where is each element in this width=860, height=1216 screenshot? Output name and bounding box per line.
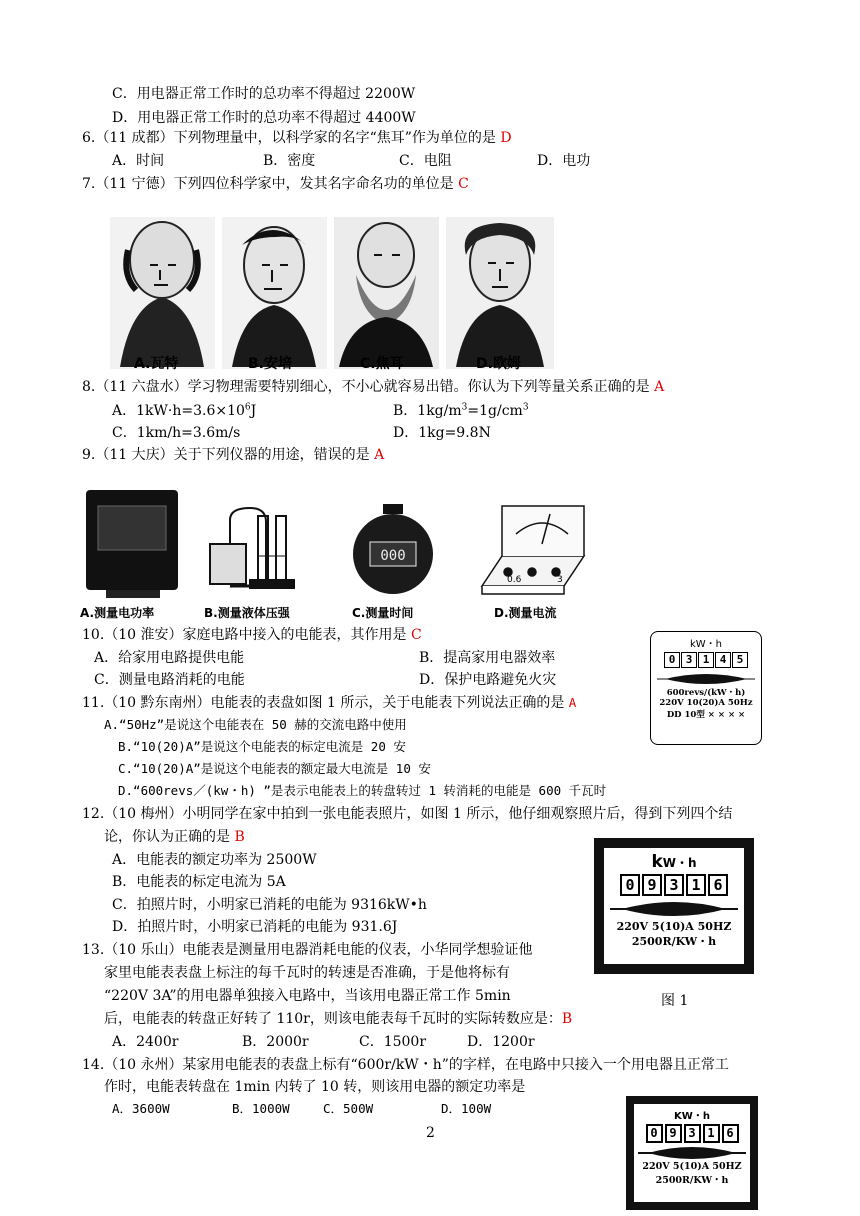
question-13-cont: 家里电能表表盘上标注的每千瓦时的转速是否准确，于是他将标有: [104, 965, 510, 981]
meter-digits: 0 9 3 1 6: [604, 874, 744, 896]
option-c: C．测量电路消耗的电能: [94, 672, 245, 688]
question-7: 7.（11 宁德）下列四位科学家中，发其名字命名功的单位是 C: [82, 176, 469, 192]
meter-unit: kW・h: [689, 639, 723, 650]
electric-meter-1: [650, 631, 762, 745]
instruments-figure: [80, 486, 590, 622]
meter-digits: 0 3 1 4 5: [651, 652, 761, 668]
meter-spec: 220V 5(10)A 50HZ: [616, 920, 732, 933]
meter-rate: 2500R/KW・h: [631, 935, 717, 948]
caption-instrument-c: C.测量时间: [352, 606, 414, 620]
answer-9: A: [374, 447, 385, 463]
option-a: A．给家用电路提供电能: [94, 650, 245, 666]
caption-instrument-d: D.测量电流: [494, 606, 557, 620]
electric-meter-2: [594, 838, 754, 974]
ammeter-device: [482, 506, 584, 594]
answer-11: A: [568, 695, 577, 710]
caption-ampere: B.安培: [248, 356, 292, 372]
answer-8: A: [654, 379, 665, 395]
option-a: A.“50Hz”是说这个电能表在 50 赫的交流电路中使用: [104, 717, 407, 732]
question-11: 11.（10 黔东南州）电能表的表盘如图 1 所示，关于电能表下列说法正确的是 A: [82, 695, 577, 711]
option-b: B．电能表的标定电流为 5A: [112, 874, 286, 890]
option-d: D.“600revs／(kw・h) ”是表示电能表上的转盘转过 1 转消耗的电能是 600 千瓦时: [118, 783, 607, 798]
meter-rate: 600revs/(kW・h): [666, 688, 746, 698]
meter-unit: KW・h: [674, 1111, 710, 1122]
question-13-cont: 后，电能表的转盘正好转了 110r，则该电能表每千瓦时的实际转数应是：B: [104, 1011, 573, 1027]
answer-6: D: [500, 130, 512, 146]
question-12-cont: 论，你认为正确的是 B: [104, 829, 245, 845]
portrait-ohm: [446, 217, 554, 369]
option-c: C．1500r: [359, 1034, 427, 1050]
question-10: 10.（10 淮安）家庭电路中接入的电能表，其作用是 C: [82, 627, 422, 643]
option-b: B．提高家用电器效率: [419, 650, 556, 666]
caption-joule: C.焦耳: [360, 356, 404, 372]
meter-rotor-icon: [634, 1145, 750, 1161]
meter-model: DD 10型 × × × ×: [666, 710, 746, 720]
question-6: 6.（11 成都）下列物理量中，以科学家的名字“焦耳”作为单位的是 D: [82, 130, 512, 146]
option-d: D．100W: [441, 1101, 492, 1116]
portrait-joule: [334, 217, 439, 369]
portraits-figure: [110, 215, 560, 375]
question-13-cont: “220V 3A”的用电器单独接入电路中，当该用电器正常工作 5min: [104, 988, 511, 1004]
question-13: 13.（10 乐山）电能表是测量用电器消耗电能的仪表，小华同学想验证他: [82, 942, 533, 958]
pressure-gauge-device: [210, 508, 294, 588]
option-c: C．1km/h=3.6m/s: [112, 425, 241, 441]
option-line: C．用电器正常工作时的总功率不得超过 2200W: [112, 86, 416, 102]
option-a: A．$1kW\cdot h=3.6\times 10^6J$: [112, 402, 257, 419]
question-8: 8.（11 六盘水）学习物理需要特别细心，不小心就容易出错。你认为下列等量关系正确的是 A: [82, 379, 665, 395]
electric-meter-3: [626, 1096, 758, 1210]
meter-unit: kW・h: [651, 852, 697, 872]
question-9: 9.（11 大庆）关于下列仪器的用途，错误的是 A: [82, 447, 385, 463]
option-d: D．1200r: [467, 1034, 535, 1050]
caption-instrument-a: A.测量电功率: [80, 606, 155, 620]
answer-12: B: [234, 829, 245, 845]
answer-13: B: [561, 1011, 573, 1027]
option-c: C.“10(20)A”是说这个电能表的额定最大电流是 10 安: [118, 761, 431, 776]
option-c: C．拍照片时，小明家已消耗的电能为 9316kW•h: [112, 897, 427, 913]
option-b: B．2000r: [242, 1034, 309, 1050]
meter-spec: 220V 10(20)A 50Hz: [659, 698, 753, 708]
answer-10: C: [410, 627, 422, 643]
meter-digits: 0 9 3 1 6: [634, 1124, 750, 1143]
option-b: B．密度: [263, 153, 316, 169]
option-c: C．500W: [323, 1101, 374, 1116]
option-line: D．用电器正常工作时的总功率不得超过 4400W: [112, 110, 416, 126]
option-b: B．$1kg/m^3=1g/cm^3$: [393, 402, 529, 419]
question-14: 14.（10 永州）某家用电能表的表盘上标有“600r/kW・h”的字样，在电路中只接入一个用电器且正常工: [82, 1057, 729, 1073]
stopwatch-device: [353, 504, 433, 594]
ammeter-scale-right: 3: [557, 575, 563, 585]
caption-watt: A.瓦特: [134, 356, 179, 372]
option-a: A．时间: [112, 153, 165, 169]
option-d: D．保护电路避免火灾: [419, 672, 557, 688]
answer-7: C: [458, 176, 469, 192]
meter-rotor-icon: [604, 899, 744, 919]
question-14-cont: 作时，电能表转盘在 1min 内转了 10 转，则该用电器的额定功率是: [104, 1079, 526, 1095]
portrait-watt: [110, 217, 215, 369]
meter-rotor-icon: [651, 672, 761, 686]
meter-spec: 220V 5(10)A 50HZ: [642, 1161, 742, 1172]
option-a: A．电能表的额定功率为 2500W: [112, 852, 317, 868]
option-c: C．电阻: [399, 153, 452, 169]
caption-ohm: D.欧姆: [476, 356, 521, 372]
electric-meter-device: [86, 490, 178, 598]
option-b: B.“10(20)A”是说这个电能表的标定电流是 20 安: [118, 739, 406, 754]
question-12: 12.（10 梅州）小明同学在家中拍到一张电能表照片，如图 1 所示，他仔细观察照片后，得到下列四个结: [82, 806, 733, 822]
caption-instrument-b: B.测量液体压强: [204, 606, 290, 620]
option-b: B．1000W: [232, 1101, 290, 1116]
page-number: 2: [426, 1125, 435, 1141]
option-a: A．3600W: [112, 1101, 170, 1116]
portrait-ampere: [222, 217, 327, 369]
scientist-portraits: [110, 215, 560, 375]
option-d: D．电功: [537, 153, 591, 169]
meter-rate: 2500R/KW・h: [655, 1175, 729, 1186]
option-d: D．拍照片时，小明家已消耗的电能为 931.6J: [112, 919, 398, 935]
ammeter-scale-left: 0.6: [507, 575, 522, 585]
figure-label: 图 1: [661, 993, 689, 1009]
svg-text:000: 000: [380, 548, 406, 564]
option-a: A．2400r: [112, 1034, 179, 1050]
option-d: D．1kg=9.8N: [393, 425, 491, 441]
